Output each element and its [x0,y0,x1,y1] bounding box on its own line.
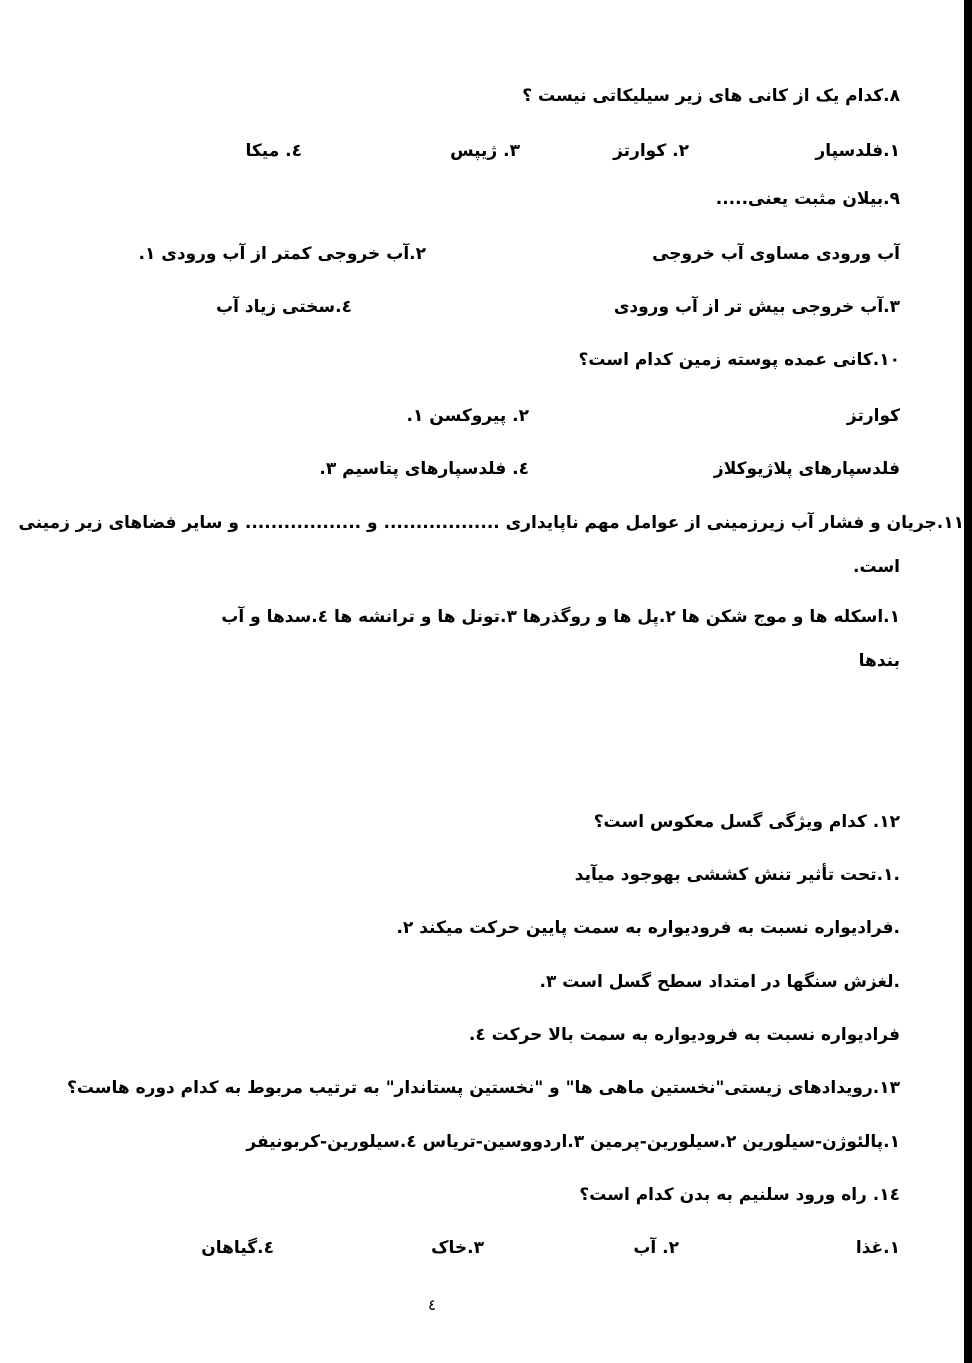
page-number: ٤ [427,1296,437,1314]
q14-option-4: ٤.گیاهان [201,1238,274,1258]
q8-option-3: ۳. ژیپس [450,141,520,161]
q9-option-row2-right: ۳.آب خروجی بیش تر از آب ورودی [613,297,900,317]
q11-options-line-2: بندها [858,651,900,671]
question-10: ۱۰.کانی عمده پوسته زمین کدام است؟ [578,350,900,370]
q8-option-4: ٤. میکا [245,141,302,161]
q10-option-row2-left: ٤. فلدسپارهای پتاسیم ۳. [319,459,529,479]
q14-option-1: ۱.غذا [855,1238,900,1258]
q12-option-2: .فرادیواره نسبت به فرودیواره به سمت پایین حرکت میکند ۲. [396,918,900,938]
question-13: ۱۳.رویدادهای زیستی"نخستین ماهی ها" و "نخستین پستاندار" به ترتیب مربوط به کدام دوره هاست؟ [66,1078,900,1098]
q12-option-3: .لغزش سنگها در امتداد سطح گسل است ۳. [539,972,900,992]
question-12: ۱۲. کدام ویژگی گسل معکوس است؟ [593,812,900,832]
q11-options-line-1: ۱.اسکله ها و موج شکن ها ۲.پل ها و روگذرها ۳.تونل ها و ترانشه ها ٤.سدها و آب [221,607,900,627]
q12-option-4: فرادیواره نسبت به فرودیواره به سمت بالا حرکت ٤. [468,1025,900,1045]
q9-option-row1-left: ۲.آب خروجی کمتر از آب ورودی ۱. [138,244,426,264]
q14-option-3: ۳.خاک [431,1238,484,1258]
q8-option-1: ۱.فلدسپار [815,141,900,161]
q8-option-2: ۲. کوارتز [613,141,689,161]
question-11-line-2: است. [853,557,900,577]
q9-option-row1-right: آب ورودی مساوی آب خروجی [652,244,900,264]
q10-option-row2-right: فلدسپارهای پلاژیوکلاز [713,459,900,479]
question-9: ۹.بیلان مثبت یعنی..... [715,189,900,209]
page-border [964,0,972,1363]
question-14: ۱٤. راه ورود سلنیم به بدن کدام است؟ [579,1185,900,1205]
q9-option-row2-left: ٤.سختی زیاد آب [216,297,352,317]
question-11-line-1: ۱۱.جریان و فشار آب زیرزمینی از عوامل مهم ناپایداری .................. و .................. و سایر فضاهای زیر زمینی [18,513,964,533]
question-8: ۸.کدام یک از کانی های زیر سیلیکاتی نیست ؟ [522,86,900,106]
q12-option-1: .۱.تحت تأثیر تنش کششی بهوجود میآید [574,865,900,885]
q10-option-row1-left: ۲. پیروکسن ۱. [406,406,529,426]
q13-options: ۱.پالئوژن-سیلورین ۲.سیلورین-پرمین ۳.اردووسین-تریاس ٤.سیلورین-کربونیفر [246,1132,900,1152]
q10-option-row1-right: کوارتز [846,406,900,426]
q14-option-2: ۲. آب [633,1238,679,1258]
